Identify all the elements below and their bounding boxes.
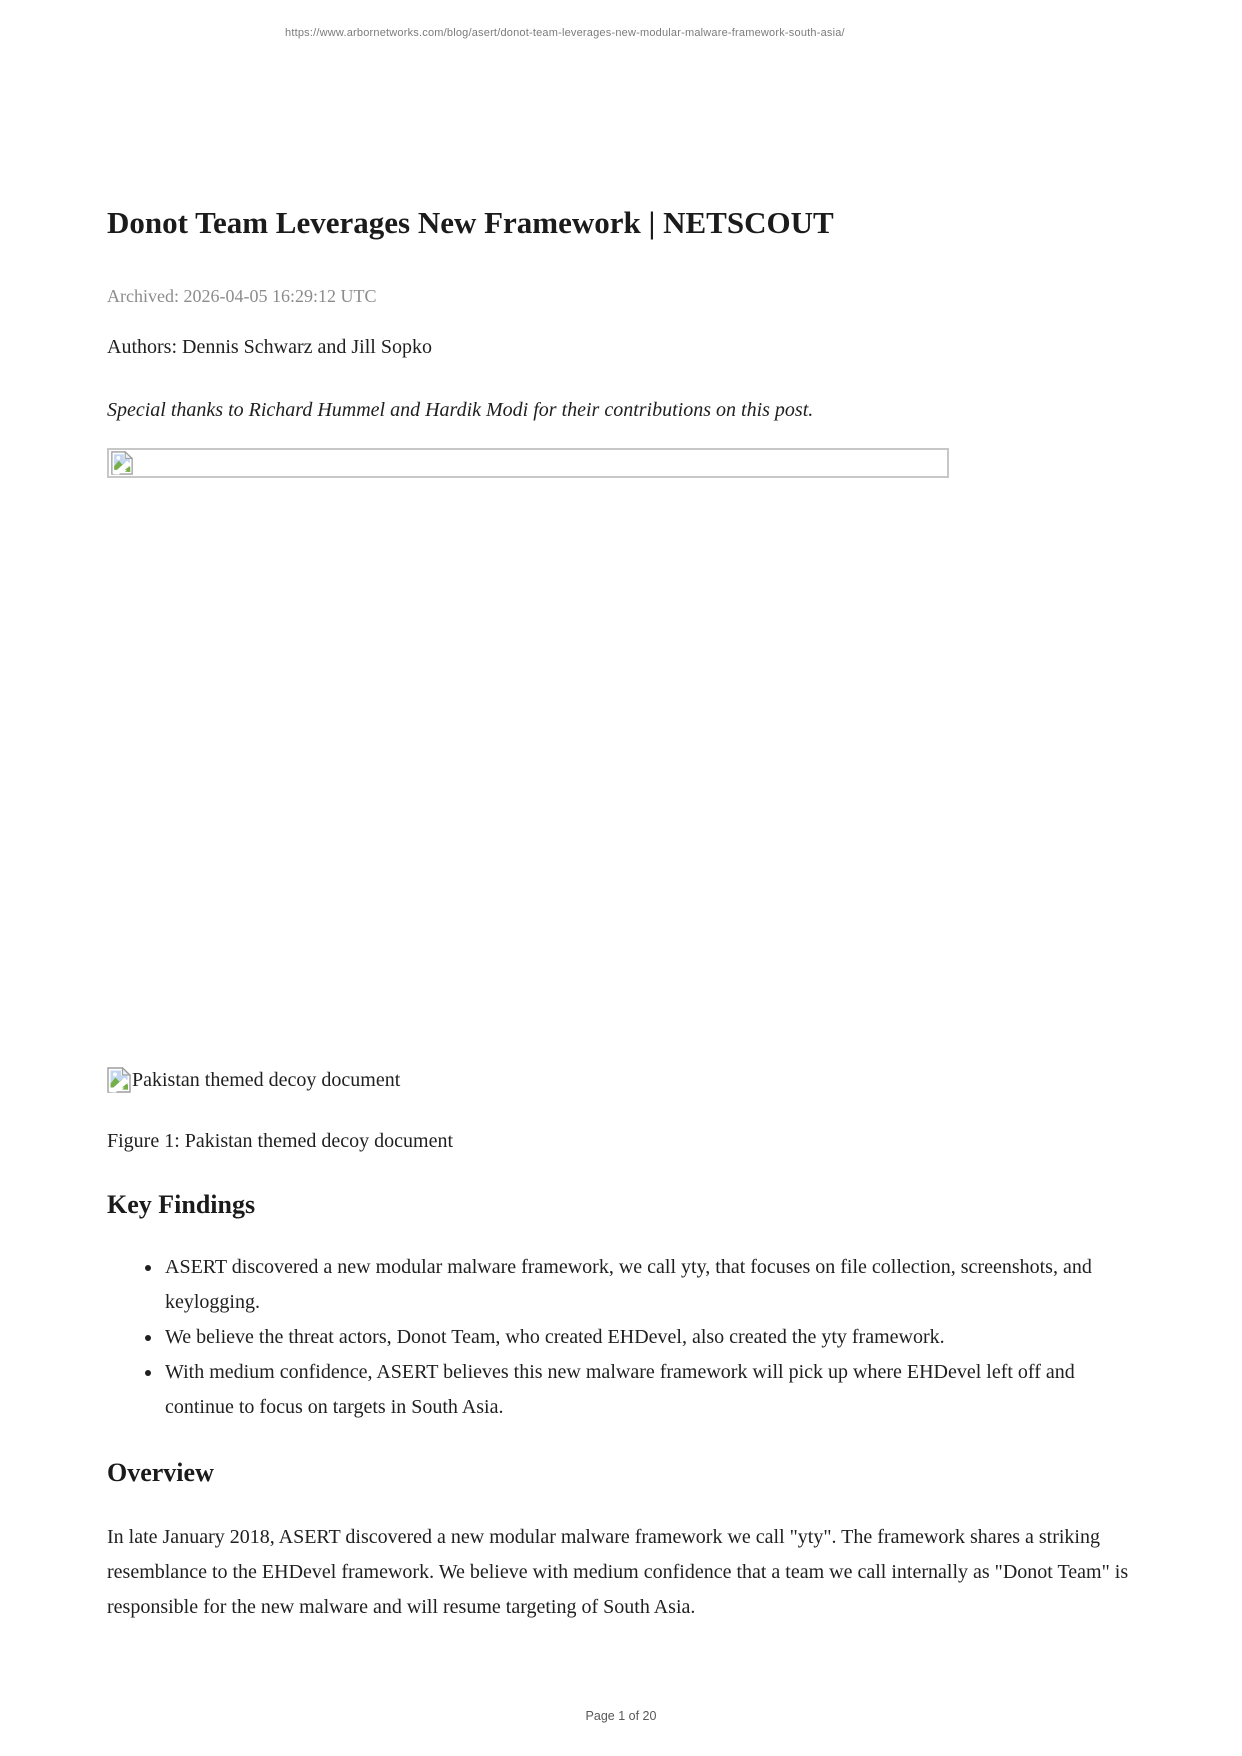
figure-caption: Figure 1: Pakistan themed decoy document <box>107 1130 454 1152</box>
list-item: • ASERT discovered a new modular malware framework, we call yty, that focuses on file collection, screenshots, and keylogging. <box>163 1250 1129 1320</box>
broken-image-icon <box>107 1067 131 1093</box>
heading-overview: Overview <box>107 1458 214 1487</box>
page-number-footer: Page 1 of 20 <box>585 1709 657 1723</box>
key-findings-list <box>107 1250 1129 1425</box>
archive-url-header: https://www.arbornetworks.com/blog/asert/donot-team-leverages-new-modular-malware-framework-south-asia/ <box>285 27 845 39</box>
page-title: Donot Team Leverages New Framework | NETSCOUT <box>107 205 834 240</box>
overview-paragraph: In late January 2018, ASERT discovered a new modular malware framework we call "yty". The framework shares a striking resemblance to the EHDevel framework. We believe with medium confidence that a team we call internally as "Donot Team" is responsible for the new malware and will resume targeting of South Asia. <box>107 1526 1129 1618</box>
broken-image-placeholder <box>107 448 949 478</box>
figure-broken-image <box>107 1066 1137 1094</box>
special-thanks-note: Special thanks to Richard Hummel and Hardik Modi for their contributions on this post. <box>107 399 814 421</box>
list-item: • We believe the threat actors, Donot Team, who created EHDevel, also created the yty framework. <box>163 1320 1129 1355</box>
authors-line: Authors: Dennis Schwarz and Jill Sopko <box>107 336 432 358</box>
figure-alt-text: Pakistan themed decoy document <box>132 1069 401 1091</box>
broken-image-icon <box>110 451 134 475</box>
archived-timestamp: Archived: 2026-04-05 16:29:12 UTC <box>107 286 377 306</box>
heading-key-findings: Key Findings <box>107 1190 256 1219</box>
list-item: • With medium confidence, ASERT believes this new malware framework will pick up where EHDevel left off and continue to focus on targets in South Asia. <box>163 1355 1129 1425</box>
